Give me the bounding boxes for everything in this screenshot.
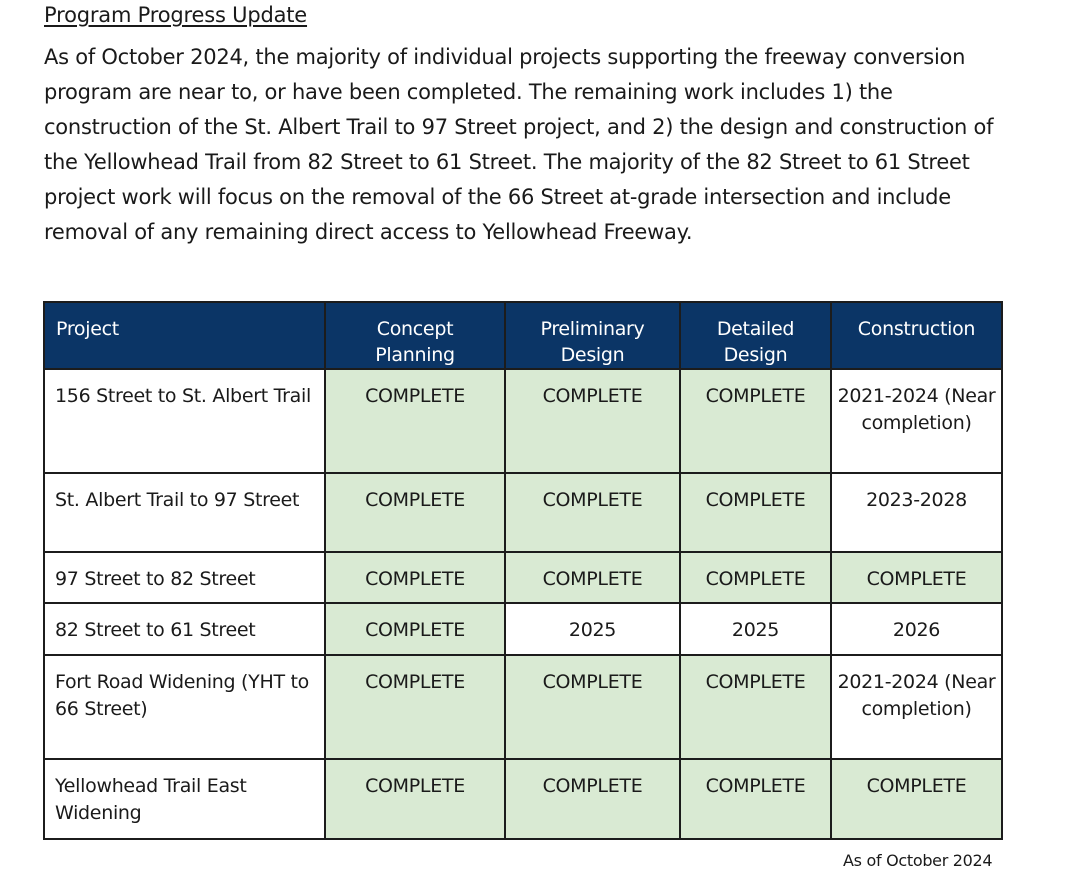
status-concept-planning: COMPLETE xyxy=(325,655,505,759)
status-detailed-design: 2025 xyxy=(680,603,831,655)
project-name: 97 Street to 82 Street xyxy=(44,552,325,603)
table-row xyxy=(44,473,1002,552)
table-header-row xyxy=(44,302,1002,369)
status-construction: COMPLETE xyxy=(831,552,1002,603)
section-heading: Program Progress Update xyxy=(44,3,308,27)
project-name: Fort Road Widening (YHT to 66 Street) xyxy=(44,655,325,759)
status-concept-planning: COMPLETE xyxy=(325,603,505,655)
table-row xyxy=(44,369,1002,473)
column-header-construction: Construction xyxy=(831,302,1002,369)
project-name: 156 Street to St. Albert Trail xyxy=(44,369,325,473)
as-of-caption: As of October 2024 xyxy=(843,851,993,870)
column-header-preliminary-design: Preliminary Design xyxy=(505,302,680,369)
table-row xyxy=(44,603,1002,655)
status-construction: 2021-2024 (Near completion) xyxy=(831,369,1002,473)
progress-table xyxy=(43,301,1003,840)
status-preliminary-design: COMPLETE xyxy=(505,473,680,552)
project-name: 82 Street to 61 Street xyxy=(44,603,325,655)
status-construction: 2026 xyxy=(831,603,1002,655)
status-concept-planning: COMPLETE xyxy=(325,369,505,473)
status-concept-planning: COMPLETE xyxy=(325,473,505,552)
project-name: St. Albert Trail to 97 Street xyxy=(44,473,325,552)
column-header-detailed-design: Detailed Design xyxy=(680,302,831,369)
status-concept-planning: COMPLETE xyxy=(325,759,505,839)
status-detailed-design: COMPLETE xyxy=(680,655,831,759)
status-detailed-design: COMPLETE xyxy=(680,369,831,473)
status-construction: 2023-2028 xyxy=(831,473,1002,552)
column-header-concept-planning: Concept Planning xyxy=(325,302,505,369)
project-name: Yellowhead Trail East Widening xyxy=(44,759,325,839)
table-row xyxy=(44,552,1002,603)
status-concept-planning: COMPLETE xyxy=(325,552,505,603)
table-row xyxy=(44,655,1002,759)
status-preliminary-design: 2025 xyxy=(505,603,680,655)
status-detailed-design: COMPLETE xyxy=(680,552,831,603)
intro-paragraph: As of October 2024, the majority of individual projects supporting the freeway conversion program are near to, or have been completed. The remaining work includes 1) the construction of the St. Albert Trail to 97 Street project, and 2) the design and construction of the Yellowhead Trail from 82 Street to 61 Street. The majority of the 82 Street to 61 Street project work will focus on the removal of the 66 Street at-grade intersection and include removal of any remaining direct access to Yellowhead Freeway. xyxy=(44,45,994,244)
status-preliminary-design: COMPLETE xyxy=(505,655,680,759)
status-preliminary-design: COMPLETE xyxy=(505,369,680,473)
status-preliminary-design: COMPLETE xyxy=(505,552,680,603)
status-detailed-design: COMPLETE xyxy=(680,473,831,552)
status-construction: 2021-2024 (Near completion) xyxy=(831,655,1002,759)
column-header-project: Project xyxy=(44,302,325,369)
status-preliminary-design: COMPLETE xyxy=(505,759,680,839)
status-detailed-design: COMPLETE xyxy=(680,759,831,839)
table-row xyxy=(44,759,1002,839)
status-construction: COMPLETE xyxy=(831,759,1002,839)
